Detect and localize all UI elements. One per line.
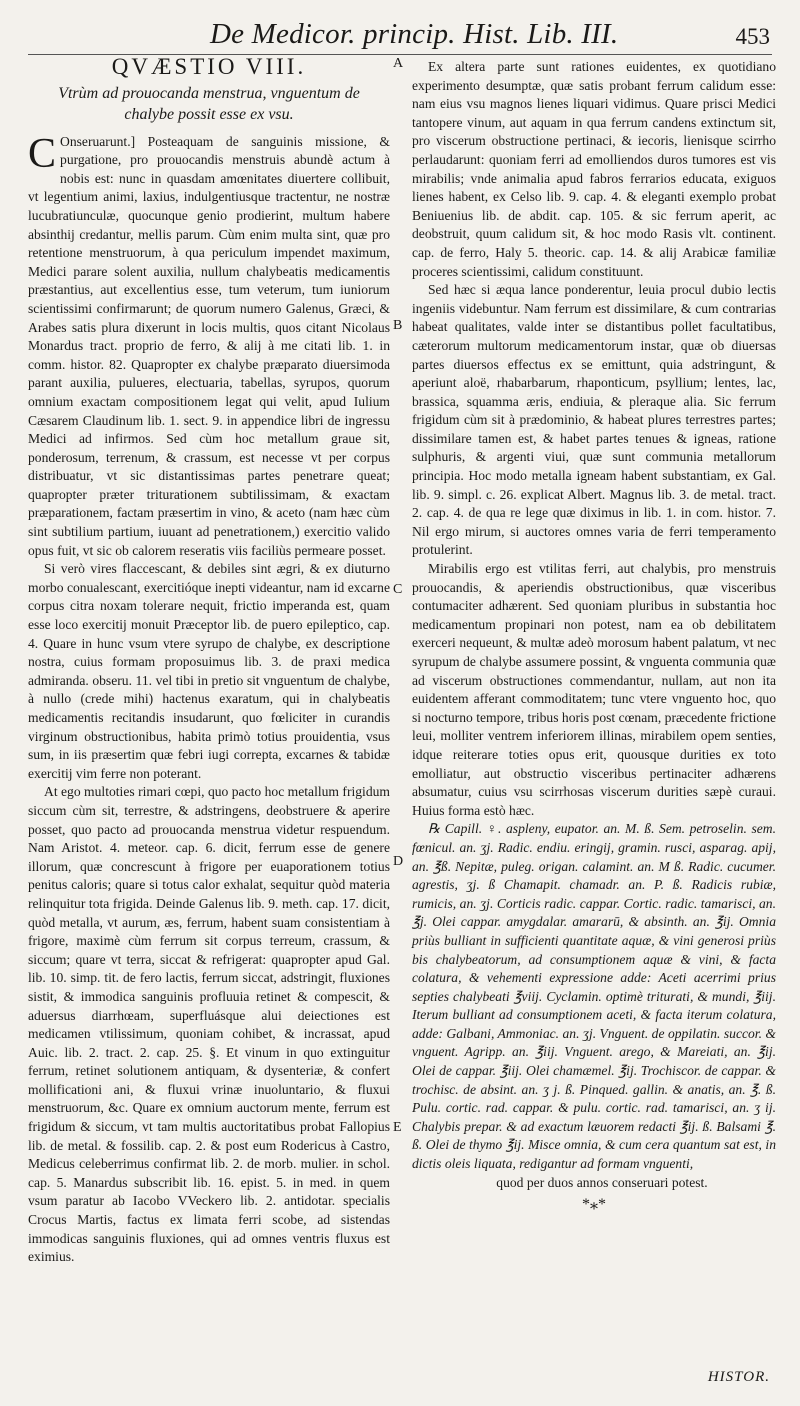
question-title: QVÆSTIO VIII. [111, 54, 307, 79]
question-subtitle: Vtrùm ad prouocanda menstrua, vnguentum de chalybe possit esse ex vsu. [58, 84, 360, 123]
left-column [28, 54, 390, 1267]
margin-letter-d: D [393, 854, 404, 869]
drop-cap: C [28, 130, 57, 177]
asterism-ornament: *⁎* [582, 1196, 606, 1214]
paragraph: At ego multoties rimari cœpi, quo pacto hoc metallum frigidum siccum cùm sit, terrestre, & adstringens, deobstruere & aperire posset, quo pacto ad prouocanda menstrua videtur respuendum. Nam Aristot. 4. meteor. cap. 6. dicit, ferrum esse de genere illorum, quæ concrescunt à frigore per euaporationem totius penitus caloris; quare si totus calor exhalat, sequitur quòd materia relinquitur tota frigida. Deinde Galenus lib. 9. meth. cap. 17. dicit, quòd metalla, vt aurum, æs, ferrum, habent suam consistentiam à frigore, maximè cùm ferrum sit corpus terreum, crassum, & siccum; quare vt terra, siccat & refrigerat: quapropter apud Gal. lib. 10. simp. tit. de fero lactis, ferrum siccat, adstringit, fluxiones sistit, & immodica sanguinis profluuia retinet & compescit, & aduersus diarrhœam, superfluásque alui deiectiones est medicamen vtilissimum, quoniam cohibet, & incrassat, apud Auic. lib. 2. tract. 2. cap. 25. §. Et vinum in quo extinguitur ferrum, retinet solutionem antiquam, & dysenteriæ, & confert mollificationi ani, & fluxui vrinæ inuoluntario, & fluxui menstruorum, &c. Quare ex omnium auctorum mente, ferrum est frigidum & siccum, vt tam multis auctoritatibus probat Fallopius lib. de metal. & fossilib. cap. 2. & post eum Rodericus à Castro, Medicus celeberrimus confirmat lib. 2. de morb. mulier. in schol. cap. 5. Manardus subscribit lib. 16. epist. 5. in med. in quem vsum paratur ab Iacobo VVeckero lib. 2. antidotar. specialis Crocus Martis, factus ex limata ferri scobe, ad sistendas immodicas sanguinis fluxiones, qui ad omnes ventris fluxus est eximius. [28, 784, 390, 1265]
closing-line: quod per duos annos conseruari potest. [496, 1174, 708, 1190]
running-header [0, 18, 800, 58]
paragraph-text: Onseruarunt.] Posteaquam de sanguinis missione, & purgatione, pro prouocandis menstruis abundè actum à nobis est: nunc in quasdam amœnitates diuertere collibuit, vt legentium animi, laxius, indulgentiusque tractentur, ne nostræ lucubratiunculæ, quocunque genio prodierint, multum habere absinthij credantur, mellis parum. Cùm enim multa sint, quæ pro retentione menstruorum, à qua periculum impendet maximum, Medici parare solent auxilia, nullum chalybeatis medicamentis præstantius, aut excellentius esse, tum veterum, tum iuniorum scientissimi confirmarunt; de quorum numero Galenus, Græci, & Arabes satis plura dixerunt in locis multis, quos citant Nicolaus Monardus tract. proprio de ferro, & alij à me citati lib. 1. in comm. histor. 82. Quapropter ex chalybe præparato diuersimoda parant auxilia, pulueres, electuaria, tabellas, syrupos, quorum omnium exactam compositionem legat qui velit, apud Iulium Cæsarem Claudinum lib. 1. sect. 9. in appendice libri de ingressu Medici ad infirmos. Sed cùm hoc metallum graue sit, ponderosum, terrenum, & crassum, est necesse vt per corpus distribuatur, vt sic distantissimas partes penetrare queat; quapropter præter triturationem subtilissimam, & exactam præparationem, factam præsertim in vino, & aceto (nam hæc cùm sint subtilium partium, iuuant ad penetrationem,) exercitio valido opus fuit, vt sic ob calorem reseratis viis faciliùs permeare posset. [28, 133, 390, 558]
recipe: ℞ Capill. ♀. aspleny, eupator. an. M. ß. Sem. petroselin. sem. fœnicul. an. ʒj. Radic. endiu. eringij, gramin. rusci, asparag. apij, an. ℥ß. Nepitæ, puleg. origan. calamint. an. M ß. Radic. cucumer. agrestis, ʒj. ß Chamapit. chamadr. an. P. ß. Radicis rubiæ, rumicis, an. ʒj. Corticis radic. cappar. Cortic. radic. tamarisci, an. ℥j. Olei cappar. amygdalar. amararū, & absinth. an. ℥ij. Omnia priùs bulliant in sufficienti quantitate aquæ, & vini generosi priùs bis chalybeatorum, ad consumptionem aquæ & vini, & facta colatura, & vehementi expressione adde: Aceti acerrimi prius septies chalybeati ℥viij. Cyclamin. optimè triturati, & mundi, ℥iij. Iterum bulliant ad consumptionem aceti, & facta iterum colatura, adde: Galbani, Ammoniac. an. ʒj. Vnguent. de oppilatin. succor. & vnguent. Agripp. an. ℥iij. Vnguent. arego, & Mareiati, an. ℥ij. Olei de cappar. ℥iij. Olei chamæmel. ℥ij. Trochiscor. de cappar. & trochisc. de absint. an. ʒ j. ß. Pinqued. gallin. & anatis, an. ℥. ß. Pulu. cortic. rad. cappar. & pulu. cortic. rad. tamarisci, an. ʒ ij. Chalybis prepar. & ad exactum læuorem redacti ℥ij. ß. Balsami ℥. ß. Olei de thymo ℥ij. Misce omnia, & cum cera quantum sat est, in dictis oleis liquata, redigantur ad formam vnguenti, [412, 821, 776, 1172]
paragraph [28, 130, 390, 561]
paragraph: Sed hæc si æqua lance ponderentur, leuia procul dubio lectis ingeniis videbuntur. Nam ferrum est dissimilare, & cum contrarias habeat qualitates, valde inter se distantibus pollet facultatibus, cæterorum multorum medicamentorum instar, quæ ob diuersas partes diuersos effectus ex se emittunt, quia adstringunt, & aperiunt aloë, rhabarbarum, rhaponticum, psyllium; lentes, lac, brassica, squamma æris, endiuia, & pleraque alia. Sic ferrum frigidum cùm sit à prædominio, & habeat plures terrestres partes; dissimilare tamen est, & habet partes tenues & igneas, ratione sulphuris, & argenti viui, quæ sunt communia metallorum principia. Hoc modo metalla igneam habent substantiam, ex Gal. lib. 9. simpl. c. 26. explicat Albert. Magnus lib. 3. de metal. tract. 2. cap. 4. de qua re lege quæ diximus in lib. 1. in com. histor. 7. Nil ergo mirum, si auctores omnes varia de ferri temperamento protulerint. [412, 282, 776, 558]
running-title: De Medicor. princip. Hist. Lib. III. [210, 18, 619, 50]
margin-letter-e: E [393, 1120, 402, 1135]
paragraph: Mirabilis ergo est vtilitas ferri, aut chalybis, pro menstruis prouocandis, & aperiendis obstructionibus, quæ visceribus contumaciter adhærent. Sed quoniam pluribus in substantia hoc medicamentum propinari non potest, nam ea ob debilitatem exerceri nequeunt, & multæ adeò morosum habent palatum, vt nec syrupum de chalybe assumere possint, & vnguenta communia quæ ad viscerum obstructiones commendantur, nullam, aut non ita euidentem afferant commoditatem; tunc vtere vnguento hoc, quo si nocturno tempore, tribus horis post cœnam, præcedente frictione leui, molliter ventrem inferiorem illinas, mirabilem opem senties, idque reiterare toties opus erit, quousque durities ex toto emolliatur, aut obstructio visceribus pertinaciter adhærens absumatur, cuius vsu scirrhosas viscerum durities sæpè curaui. Huius forma estò hæc. [412, 561, 776, 818]
margin-letter-c: C [393, 582, 403, 597]
margin-letter-b: B [393, 318, 403, 333]
page-number: 453 [735, 24, 770, 49]
catchword: HISTOR. [707, 1369, 770, 1385]
paragraph: Ex altera parte sunt rationes euidentes, ex quotidiano experimento desumptæ, quæ satis probant ferrum calidum esse: nam eius vsu magnos lienes liquari vidimus. Quare prisci Medici tantopere vinum, aut aquam in qua ferrum candens extinctum sit, pro viscerum obstructione pertinaci, & iecoris, lienisque scirrho perlaudarunt: quoniam ferri ad emolliendos duros tumores est vis mirabilis; vnde animalia apud fabros ferrarios educata, exiguos lienes habent, ex Celso lib. 9. cap. 4. & eleganti exemplo probat Beniuenius lib. de abdit. cap. 105. & sic ferrum aperit, ac deobstruit, quum calidum sit, & hoc modo Rasis vlt. continent. cap. de ferro, Haly 5. theoric. cap. 14. & alij Arabicæ familiæ proceres scientissimi, calidum constituunt. [412, 59, 776, 279]
paragraph: Si verò vires flaccescant, & debiles sint ægri, & ex diuturno morbo conualescant, exercitióque inepti videantur, nam id excarne corpus citra noxam tolerare nequit, frictio imperanda est, quam esse loco exercitij monuit Præceptor lib. de puero epileptico, cap. 4. Quare in hunc vsum vtere syrupo de chalybe, ex descriptione nostra, cuius formam proposuimus lib. 3. de praxi medica admiranda. obseru. 11. vel tibi in pretio sit vnguentum de chalybe, à nullo (crede mihi) hactenus exaratum, qui in chalybeatis medicamentis recitandis insudarunt, quo fœliciter in curandis virginum obstructionibus, habita primò totius prouidentia, vsus sum, in iis præsertim quæ febri iugi correpta, excarnes & tabidæ exercitij vim ferre non poterant. [28, 561, 390, 781]
margin-letter-a: A [393, 56, 404, 71]
right-column [412, 58, 776, 1215]
